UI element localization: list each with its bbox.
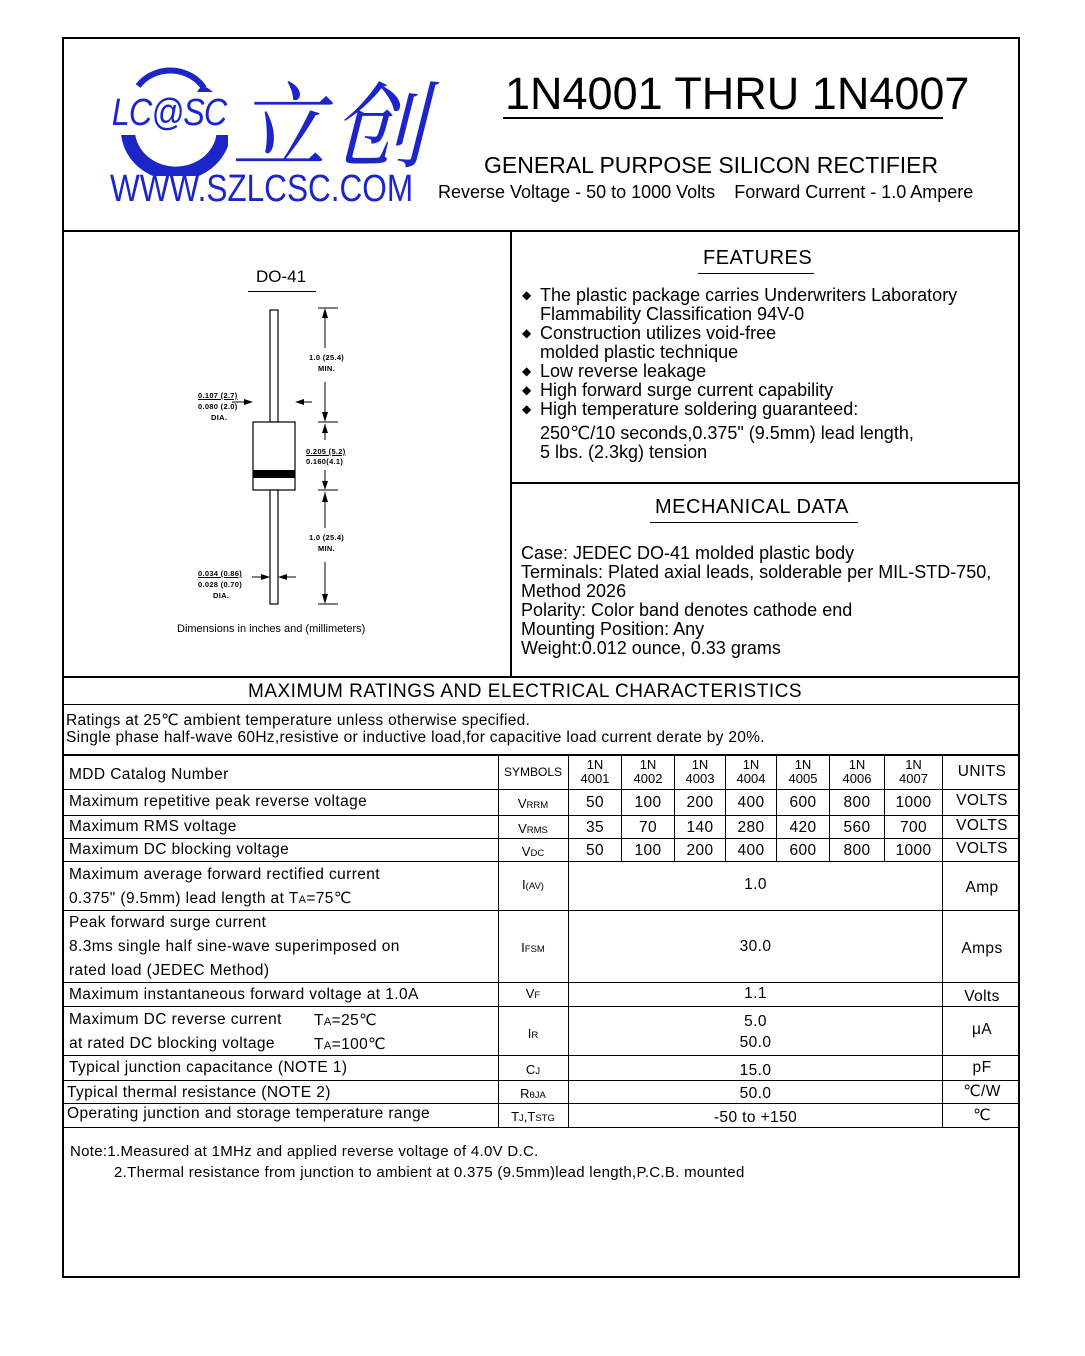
device-header-4001: 1N 4001 bbox=[580, 757, 610, 786]
logo-chinese: 立创 bbox=[232, 74, 433, 183]
mech-method: Method 2026 bbox=[521, 581, 627, 601]
feature-item: ◆ The plastic package carries Underwriters Laboratory bbox=[522, 285, 958, 305]
ifav-param-line1: Maximum average forward rectified current bbox=[69, 866, 381, 883]
cj-param: Typical junction capacitance (NOTE 1) bbox=[69, 1059, 348, 1076]
table-line bbox=[63, 861, 1020, 862]
body-length-min: 0.160(4.1) bbox=[306, 457, 344, 466]
cj-symbol: CJ bbox=[525, 1062, 541, 1077]
ifsm-param-line1: Peak forward surge current bbox=[69, 914, 267, 931]
device-header-4002: 1N 4002 bbox=[633, 757, 663, 786]
lead-length-top-min: MIN. bbox=[318, 364, 336, 373]
table-line bbox=[63, 1006, 1020, 1007]
voltage-row-symbol: VRRM bbox=[517, 796, 549, 811]
voltage-row-value: 800 bbox=[843, 842, 871, 859]
package-label-underline bbox=[248, 291, 316, 292]
features-heading-underline bbox=[698, 273, 814, 274]
rating-summary bbox=[438, 182, 987, 203]
page-title: 1N4001 THRU 1N4007 bbox=[505, 68, 970, 119]
voltage-row-value: 50 bbox=[585, 842, 605, 859]
voltage-row-unit: VOLTS bbox=[956, 817, 1008, 834]
voltage-row-value: 400 bbox=[737, 842, 765, 859]
feature-item: ◆ High temperature soldering guaranteed: bbox=[522, 399, 859, 419]
feature-item: ◆ Low reverse leakage bbox=[522, 361, 707, 381]
mech-terminals: Terminals: Plated axial leads, solderable per MIL-STD-750, bbox=[521, 562, 992, 582]
tj-value: -50 to +150 bbox=[713, 1109, 798, 1126]
ratings-condition-1: Ratings at 25℃ ambient temperature unless otherwise specified. bbox=[66, 712, 531, 729]
ifsm-unit: Amps bbox=[961, 940, 1003, 957]
voltage-row-value: 700 bbox=[899, 819, 928, 836]
voltage-row-value: 140 bbox=[686, 819, 714, 836]
voltage-row-value: 280 bbox=[737, 819, 765, 836]
col-symbols-header: SYMBOLS bbox=[503, 765, 563, 779]
ir-condition-25: TA=25℃ bbox=[314, 1012, 377, 1029]
device-header-4005: 1N 4005 bbox=[788, 757, 818, 786]
mech-case: Case: JEDEC DO-41 molded plastic body bbox=[521, 543, 855, 563]
voltage-row-param: Maximum DC blocking voltage bbox=[69, 841, 290, 858]
voltage-row-value: 200 bbox=[686, 794, 714, 811]
ir-param-line1: Maximum DC reverse current bbox=[69, 1011, 282, 1028]
ratings-condition-2: Single phase half-wave 60Hz,resistive or inductive load,for capacitive load current derate by 20%. bbox=[66, 729, 765, 746]
body-dia-label: DIA. bbox=[211, 413, 228, 422]
section-divider-vertical bbox=[510, 231, 512, 676]
ir-condition-100: TA=100℃ bbox=[314, 1036, 386, 1053]
voltage-row-value: 420 bbox=[789, 819, 817, 836]
title-underline bbox=[503, 117, 943, 119]
mech-polarity: Polarity: Color band denotes cathode end bbox=[521, 600, 853, 620]
ifav-value: 1.0 bbox=[744, 876, 767, 893]
logo-brand: LC@SC bbox=[111, 92, 227, 134]
rth-param: Typical thermal resistance (NOTE 2) bbox=[67, 1084, 331, 1101]
voltage-row-value: 600 bbox=[789, 794, 817, 811]
voltage-row-symbol: VDC bbox=[521, 844, 545, 859]
features-heading: FEATURES bbox=[703, 247, 813, 269]
subtitle: GENERAL PURPOSE SILICON RECTIFIER bbox=[484, 152, 939, 178]
lead-length-bottom-min: MIN. bbox=[318, 544, 336, 553]
logo-url: WWW.SZLCSC.COM bbox=[110, 168, 414, 210]
voltage-row-value: 200 bbox=[686, 842, 714, 859]
voltage-row-value: 50 bbox=[585, 794, 605, 811]
table-line bbox=[63, 1080, 1020, 1081]
vf-unit: Volts bbox=[964, 988, 1000, 1005]
forward-current: Forward Current - 1.0 Ampere bbox=[734, 182, 974, 202]
device-header-4006: 1N 4006 bbox=[842, 757, 872, 786]
lead-length-bottom-value: 1.0 (25.4) bbox=[309, 533, 345, 542]
lead-dia-label: DIA. bbox=[213, 591, 230, 600]
ifsm-symbol: IFSM bbox=[521, 940, 545, 955]
feature-item-cont: 250℃/10 seconds,0.375" (9.5mm) lead length, bbox=[540, 423, 914, 443]
device-header-4003: 1N 4003 bbox=[685, 757, 715, 786]
voltage-row-value: 400 bbox=[737, 794, 765, 811]
header-divider bbox=[63, 230, 1020, 232]
lead-dia-min: 0.028 (0.70) bbox=[198, 580, 243, 589]
table-line bbox=[63, 1127, 1020, 1128]
ir-symbol: IR bbox=[527, 1026, 539, 1041]
feature-item-cont: molded plastic technique bbox=[540, 342, 739, 362]
voltage-row-unit: VOLTS bbox=[956, 792, 1008, 809]
feature-item: ◆ Construction utilizes void-free bbox=[522, 323, 777, 343]
voltage-row-value: 800 bbox=[843, 794, 871, 811]
features-divider bbox=[511, 482, 1020, 484]
ifav-symbol: I(AV) bbox=[522, 877, 544, 892]
table-line bbox=[63, 982, 1020, 983]
ir-value-100: 50.0 bbox=[739, 1034, 772, 1051]
voltage-row-value: 1000 bbox=[895, 794, 932, 811]
ifsm-param-line3: rated load (JEDEC Method) bbox=[69, 962, 270, 979]
table-line bbox=[63, 789, 1020, 790]
reverse-voltage: Reverse Voltage - 50 to 1000 Volts bbox=[438, 182, 716, 202]
table-line bbox=[63, 815, 1020, 816]
feature-item-cont: Flammability Classification 94V-0 bbox=[540, 304, 805, 324]
tj-param: Operating junction and storage temperature range bbox=[67, 1105, 430, 1122]
tj-unit: ℃ bbox=[973, 1107, 991, 1124]
voltage-row-value: 560 bbox=[843, 819, 871, 836]
table-line bbox=[63, 1103, 1020, 1104]
ifav-param-line2: 0.375" (9.5mm) lead length at TA=75℃ bbox=[69, 890, 352, 907]
mechanical-data-block bbox=[521, 544, 991, 658]
mech-weight: Weight:0.012 ounce, 0.33 grams bbox=[521, 638, 781, 658]
voltage-row-value: 100 bbox=[634, 842, 662, 859]
mechanical-heading: MECHANICAL DATA bbox=[655, 496, 849, 518]
package-label: DO-41 bbox=[256, 267, 307, 286]
voltage-row-param: Maximum repetitive peak reverse voltage bbox=[69, 793, 368, 810]
ir-param-line2: at rated DC blocking voltage bbox=[69, 1035, 275, 1052]
voltage-row-value: 600 bbox=[789, 842, 817, 859]
mech-mounting: Mounting Position: Any bbox=[521, 619, 705, 639]
table-line bbox=[63, 838, 1020, 839]
voltage-row-param: Maximum RMS voltage bbox=[69, 818, 237, 835]
col-units-header: UNITS bbox=[957, 763, 1007, 780]
col-catalog-header: MDD Catalog Number bbox=[69, 766, 229, 783]
body-length-max: 0.205 (5.2) bbox=[306, 447, 346, 456]
ifsm-value: 30.0 bbox=[739, 938, 772, 955]
mechanical-heading-underline bbox=[650, 522, 858, 523]
voltage-row-value: 35 bbox=[585, 819, 605, 836]
ifsm-param-line2: 8.3ms single half sine-wave superimposed on bbox=[69, 938, 400, 955]
vf-symbol: VF bbox=[525, 986, 541, 1001]
dimensions-note: Dimensions in inches and (millimeters) bbox=[177, 623, 366, 635]
device-header-4004: 1N 4004 bbox=[736, 757, 766, 786]
voltage-row-value: 1000 bbox=[895, 842, 932, 859]
voltage-row-unit: VOLTS bbox=[956, 840, 1008, 857]
ratings-heading-divider bbox=[63, 704, 1020, 705]
voltage-row-value: 100 bbox=[634, 794, 662, 811]
ifav-unit: Amp bbox=[965, 879, 999, 896]
lead-length-top-value: 1.0 (25.4) bbox=[309, 353, 345, 362]
vf-value: 1.1 bbox=[744, 985, 767, 1002]
body-dia-min: 0.080 (2.0) bbox=[198, 402, 238, 411]
feature-item-cont: 5 lbs. (2.3kg) tension bbox=[540, 442, 708, 462]
table-line bbox=[63, 1055, 1020, 1056]
voltage-row-symbol: VRMS bbox=[518, 821, 548, 836]
ratings-heading: MAXIMUM RATINGS AND ELECTRICAL CHARACTERISTICS bbox=[248, 681, 803, 702]
rth-symbol: RθJA bbox=[520, 1086, 546, 1101]
note-1: Note:1.Measured at 1MHz and applied reverse voltage of 4.0V D.C. bbox=[70, 1143, 539, 1160]
device-header-4007: 1N 4007 bbox=[899, 757, 928, 786]
rth-value: 50.0 bbox=[739, 1085, 772, 1102]
table-line bbox=[63, 754, 1020, 756]
ir-value-25: 5.0 bbox=[744, 1013, 767, 1030]
do41-outline-drawing bbox=[190, 300, 350, 612]
body-dia-max: 0.107 (2.7) bbox=[198, 391, 238, 400]
lead-dia-max: 0.034 (0.86) bbox=[198, 569, 243, 578]
cj-value: 15.0 bbox=[739, 1062, 772, 1079]
ir-unit: μA bbox=[971, 1021, 993, 1038]
vf-param: Maximum instantaneous forward voltage at 1.0A bbox=[69, 986, 419, 1003]
tj-symbol: TJ,TSTG bbox=[511, 1109, 555, 1124]
ratings-top-divider bbox=[63, 676, 1020, 678]
note-2: 2.Thermal resistance from junction to ambient at 0.375 (9.5mm)lead length,P.C.B. mounted bbox=[114, 1164, 745, 1181]
rth-unit: ℃/W bbox=[963, 1083, 1001, 1100]
voltage-row-value: 70 bbox=[638, 819, 658, 836]
table-line bbox=[63, 910, 1020, 911]
feature-item: ◆ High forward surge current capability bbox=[522, 380, 834, 400]
cj-unit: pF bbox=[972, 1059, 992, 1076]
